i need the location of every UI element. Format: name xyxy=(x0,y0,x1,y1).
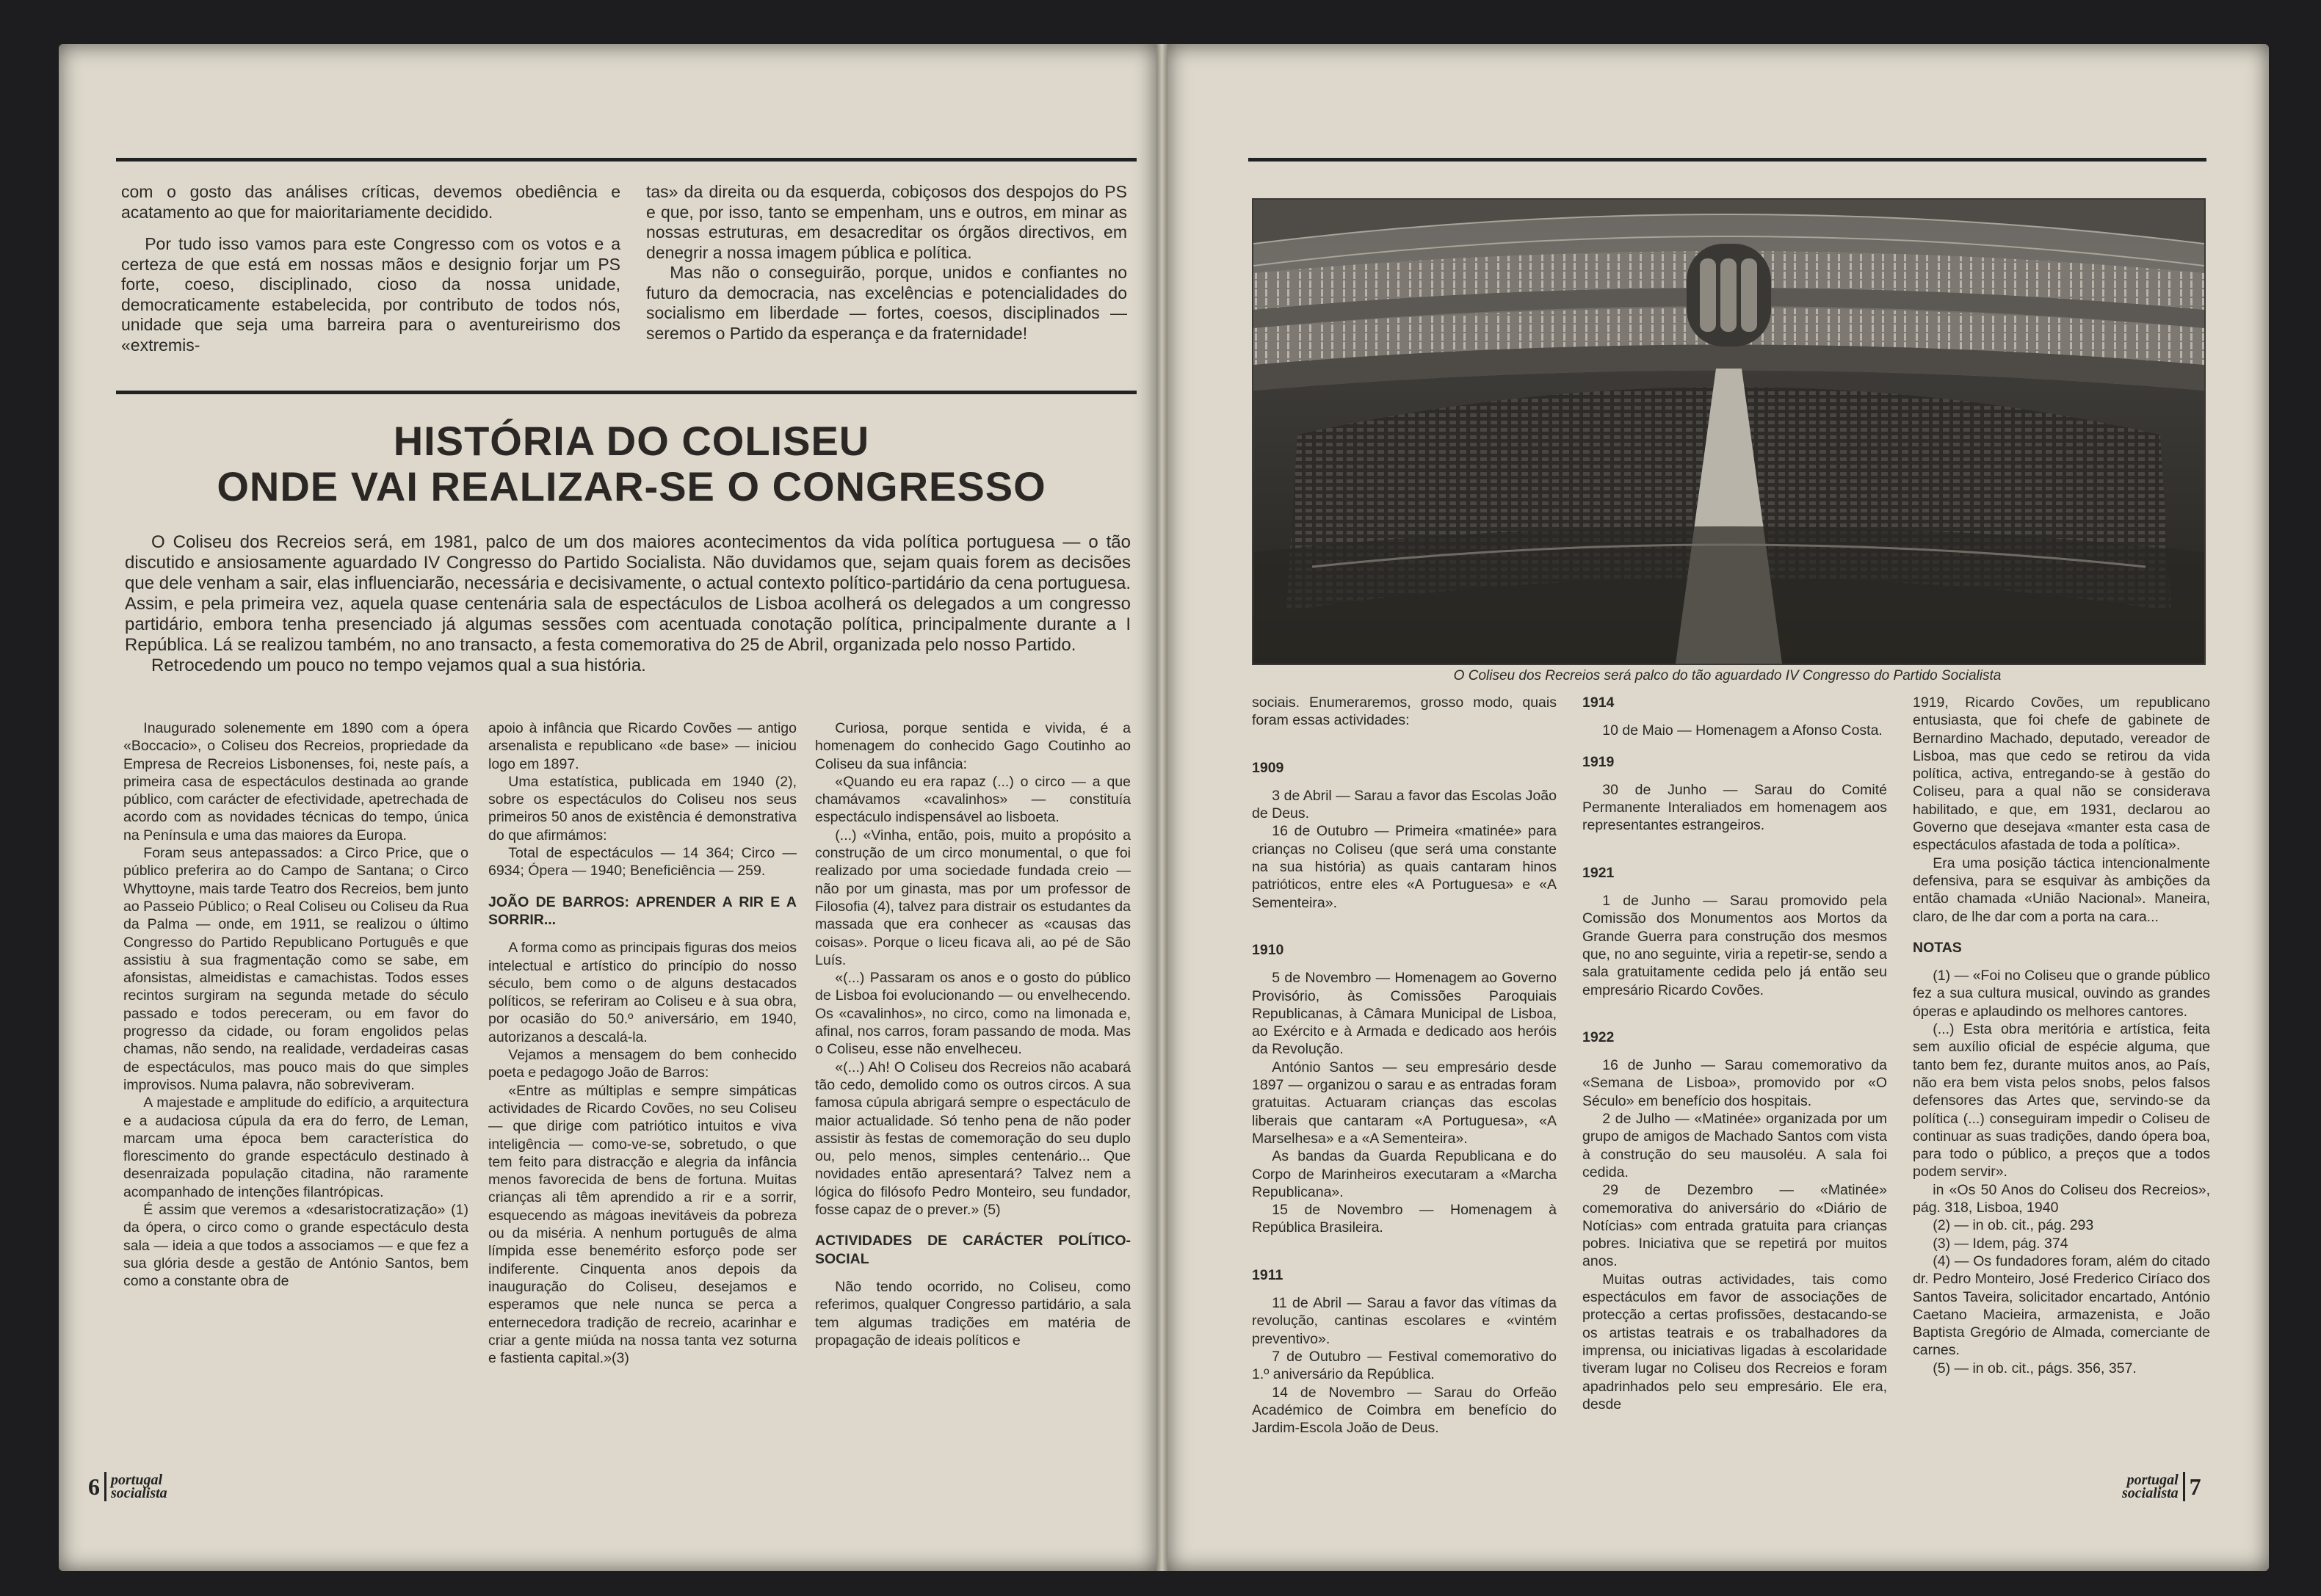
paragraph: É assim que veremos a «desaristocratização» (1) da ópera, o circo como o grande espectáculo desta sala — ideia a que todos a associamos — e que fez a sua glória desde a gestão de António Santos, bem como a constante obra de xyxy=(123,1202,468,1290)
note: (4) — Os fundadores foram, além do citado dr. Pedro Monteiro, José Frederico Ciríaco dos Santos Taveira, solicitador encartado, António Caetano Macieira, armazenista, e João Baptista Gregório de Almada, comerciante de carnes. xyxy=(1913,1252,2210,1359)
right-page xyxy=(1167,44,2269,1571)
events-column-1 xyxy=(1252,694,1557,1437)
paragraph: 3 de Abril — Sarau a favor das Escolas João de Deus. xyxy=(1252,787,1557,822)
paragraph: tas» da direita ou da esquerda, cobiçosos dos despojos do PS e que, por isso, tanto se empenham, uns e outros, em minar as nossas estruturas, em desacreditar os órgãos directivos, em denegrir a nossa imagem pública e política. xyxy=(646,182,1127,262)
title-line-2: ONDE VAI REALIZAR-SE O CONGRESSO xyxy=(217,463,1046,509)
masthead-line-1: portugal xyxy=(2126,1472,2179,1488)
masthead-line-2: socialista xyxy=(2122,1485,2179,1501)
paragraph: António Santos — seu empresário desde 1897 — organizou o sarau e as entradas foram gratuitas. Actuaram crianças das escolas liberais que cantaram «A Portuguesa», «A Marselhesa» e a «A Sementeira». xyxy=(1252,1059,1557,1147)
events-column-2 xyxy=(1582,694,1887,1413)
note: (...) Esta obra meritória e artística, feita sem auxílio oficial de espécie alguma, que tanto bem fez, durante muitos anos, ao País, não era bem vista pelos snobs, pelos falsos defensores das Artes que, servindo-se da política (...) conseguiram impedir o Coliseu de continuar as suas tradições, dando ópera boa, para todo o público, a preços que a todos podem servir». xyxy=(1913,1021,2210,1180)
paragraph: apoio à infância que Ricardo Covões — antigo arsenalista e republicano «de base» — iniciou logo em 1897. xyxy=(488,720,797,772)
paragraph: (...) «Vinha, então, pois, muito a propósito a construção de um circo monumental, o que foi realizado por uma sociedade fundada creio — não por um ginasta, mas por um professor de Filosofia (4), talvez para distrair os estudantes da massada que era conhecer as «causas das coisas». Porque o liceu ficava ali, ao pé de São Luís. xyxy=(815,827,1131,968)
note: (5) — in ob. cit., págs. 356, 357. xyxy=(1933,1360,2137,1376)
paragraph: Vejamos a mensagem do bem conhecido poeta e pedagogo João de Barros: xyxy=(488,1047,797,1081)
page-footer xyxy=(2122,1472,2201,1501)
year-heading: 1911 xyxy=(1252,1266,1283,1283)
year-heading: 1922 xyxy=(1582,1029,1615,1045)
masthead-logo xyxy=(111,1473,167,1500)
paragraph: Total de espectáculos — 14 364; Circo — 6934; Ópera — 1940; Beneficiência — 259. xyxy=(488,845,797,879)
masthead-line-1: portugal xyxy=(111,1472,163,1488)
paragraph: Muitas outras actividades, tais como espectáculos em favor de associações de protecção a certas profissões, destacando-se os artistas teatrais e os trabalhadores da imprensa, ou iniciativas ligadas à escolaridade tiveram lugar no Coliseu dos Recreios e foram apadrinhados pelo seu empresário. Ele era, desde xyxy=(1582,1271,1887,1412)
paragraph: As bandas da Guarda Republicana e do Corpo de Marinheiros executaram a «Marcha Republicana». xyxy=(1252,1148,1557,1200)
paragraph: Curiosa, porque sentida e vivida, é a homenagem do conhecido Gago Coutinho ao Coliseu da sua infância: xyxy=(815,720,1131,772)
paragraph: com o gosto das análises críticas, devemos obediência e acatamento ao que for maioritariamente decidido. xyxy=(121,182,620,222)
intro-column-2 xyxy=(646,182,1127,344)
events-column-3 xyxy=(1913,694,2210,1377)
paragraph: 30 de Junho — Sarau do Comité Permanente Interaliados em homenagem aos representantes estrangeiros. xyxy=(1582,781,1887,834)
masthead-logo xyxy=(2122,1473,2179,1500)
paragraph: 1919, Ricardo Covões, um republicano entusiasta, que foi chefe de gabinete de Bernardino Machado, deputado, vereador de Lisboa, mas que cedo se retirou da vida política, activa, entregando-se à gestão do Coliseu, para a qual não se considerava habilitado, e que, em 1931, declarou ao Governo que desejava «manter esta casa de espectáculos afastada de toda a política». xyxy=(1913,694,2210,854)
title-line-1: HISTÓRIA DO COLISEU xyxy=(393,418,870,464)
top-rule xyxy=(116,158,1137,162)
lead-paragraph: Retrocedendo um pouco no tempo vejamos qual a sua história. xyxy=(151,656,646,675)
section-rule xyxy=(116,391,1137,394)
article-column-1 xyxy=(123,719,468,1291)
footer-divider xyxy=(2183,1472,2185,1501)
year-heading: 1914 xyxy=(1582,694,1615,711)
year-heading: 1909 xyxy=(1252,759,1284,776)
paragraph: «Entre as múltiplas e sempre simpáticas actividades de Ricardo Covões, no seu Coliseu — que dirige com patriótico intuitos e viva inteligência — como-ve-se, sobretudo, o que tem feito para distracção e alegria da infância menos favorecida de bens de fortuna. Muitas crianças ali têm aprendido a rir e a sorrir, esquecendo as mágoas inevitáveis da pobreza ou da miséria. A nenhum português de alma límpida esse benemérito esforço pode ser indiferente. Cinquenta anos depois da inauguração do Coliseu, desejamos e esperamos que nele nunca se perca a enternecedora tradição de recreio, acarinhar e criar a gente miúda na nossa tanta vez soturna e fastienta capital.»(3) xyxy=(488,1082,797,1367)
lead-paragraph: O Coliseu dos Recreios será, em 1981, palco de um dos maiores acontecimentos da vida política portuguesa — o tão discutido e ansiosamente aguardado IV Congresso do Partido Socialista. Não duvidamos que, sejam quais forem as decisões que dele venham a sair, elas influenciarão, necessária e decisivamente, o actual contexto político-partidário da cena portuguesa. Assim, e pela primeira vez, aquela quase centenária sala de espectáculos de Lisboa acolherá os delegados a um congresso partidário, embora tenha presenciado já algumas sessões com acentuada conotação política, principalmente durante a I República. Lá se realizou também, no ano transacto, a festa comemorativa do 25 de Abril, organizada pelo nosso Partido. xyxy=(125,532,1131,655)
photo-illustration xyxy=(1253,200,2204,664)
masthead-line-2: socialista xyxy=(111,1485,167,1501)
intro-column-1 xyxy=(121,182,620,355)
page-number: 7 xyxy=(2189,1473,2201,1500)
paragraph: «(...) Ah! O Coliseu dos Recreios não acabará tão cedo, demolido como os outros circos. A sua famosa cúpula abrigará sempre o espectáculo de maior actualidade. Só tenho pena de não poder assistir às festas de comemoração do seu duplo ou, pelo menos, simples centenário... Que novidades então apresentará? Talvez nem a lógica do filósofo Pedro Monteiro, seu fundador, fosse capaz de o prever.» (5) xyxy=(815,1059,1131,1219)
paragraph: sociais. Enumeraremos, grosso modo, quais foram essas actividades: xyxy=(1252,694,1557,729)
coliseu-interior-photo xyxy=(1252,198,2206,665)
photo-caption: O Coliseu dos Recreios será palco do tão aguardado IV Congresso do Partido Socialista xyxy=(1453,668,2002,683)
paragraph: 7 de Outubro — Festival comemorativo do 1.º aniversário da República. xyxy=(1252,1348,1557,1383)
year-heading: 1921 xyxy=(1582,864,1615,881)
note: (1) — «Foi no Coliseu que o grande público fez a sua cultura musical, ouvindo as grandes óperas e aplaudindo os melhores cantores. xyxy=(1913,968,2210,1020)
paragraph: 1 de Junho — Sarau promovido pela Comissão dos Monumentos aos Mortos da Grande Guerra para construção dos mesmos que, no ano seguinte, viria a repetir-se, sendo a sala gratuitamente cedida pelo já então seu empresário Ricardo Covões. xyxy=(1582,893,1887,998)
article-column-3 xyxy=(815,719,1131,1349)
left-page xyxy=(59,44,1156,1571)
paragraph: Inaugurado solenemente em 1890 com a ópera «Boccacio», o Coliseu dos Recreios, propriedade da Empresa de Recreios Lisbonenses, foi, neste país, a primeira casa de espectáculos destinada ao grande público, com carácter de efectividade, apetrechada de acordo com as novidades técnicas do tempo, única na Península e uma das maiores da Europa. xyxy=(123,720,468,844)
page-number: 6 xyxy=(88,1473,100,1500)
paragraph: A forma como as principais figuras dos meios intelectual e artístico do princípio do nosso século, bem como o de alguns destacados políticos, se referiram ao Coliseu e à sua obra, por ocasião do 50.º aniversário, em 1940, autorizanos a descalá-la. xyxy=(488,940,797,1045)
paragraph: 29 de Dezembro — «Matinée» comemorativa do aniversário do «Diário de Notícias» com entrada gratuita para crianças pobres. Iniciativa que se repetirá por muitos anos. xyxy=(1582,1182,1887,1270)
paragraph: Mas não o conseguirão, porque, unidos e confiantes no futuro da democracia, nas excelências e potencialidades do socialismo em liberdade — fortes, coesos, disciplinados — seremos o Partido da esperança e da fraternidade! xyxy=(646,263,1127,343)
paragraph: 11 de Abril — Sarau a favor das vítimas da revolução, cantinas escolares e «vintém preventivo». xyxy=(1252,1295,1557,1347)
article-column-2 xyxy=(488,719,797,1367)
top-rule xyxy=(1248,158,2206,162)
paragraph: 15 de Novembro — Homenagem à República Brasileira. xyxy=(1252,1202,1557,1236)
paragraph: «(...) Passaram os anos e o gosto do público de Lisboa foi evolucionando — ou envelhecendo. Os «cavalinhos», no circo, como na limonada e, afinal, nos carros, foram passando de moda. Mas o Coliseu, esse não envelheceu. xyxy=(815,970,1131,1058)
year-heading: 1919 xyxy=(1582,753,1615,770)
note: (3) — Idem, pág. 374 xyxy=(1933,1235,2068,1252)
footer-divider xyxy=(104,1472,106,1501)
paragraph: 2 de Julho — «Matinée» organizada por um grupo de amigos de Machado Santos com vista à construção do seu mausoléu. A sala foi cedida. xyxy=(1582,1111,1887,1180)
paragraph: A majestade e amplitude do edifício, a arquitectura e a audaciosa cúpula da era do ferro, de Leman, marcam uma época bem característica do florescimento do grande espectáculo destinado à desenraizada população citadina, não raramente acompanhado de intenções filantrópicas. xyxy=(123,1095,468,1200)
paragraph: Não tendo ocorrido, no Coliseu, como referimos, qualquer Congresso partidário, a sala tem algumas tradições em matéria de propagação de ideais políticos e xyxy=(815,1278,1131,1349)
article-title xyxy=(147,418,1116,509)
subheading: ACTIVIDADES DE CARÁCTER POLÍTICO-SOCIAL xyxy=(815,1233,1131,1267)
paragraph: Por tudo isso vamos para este Congresso com os votos e a certeza de que está em nossas mãos e designio forjar um PS forte, coeso, disciplinado, cioso da nossa unidade, democraticamente estabelecida, por contributo de todos nós, unidade que seja uma barreira para o aventureirismo dos «extremis- xyxy=(121,234,620,355)
paragraph: Uma estatística, publicada em 1940 (2), sobre os espectáculos do Coliseu nos seus primeiros 50 anos de existência é demonstrativa do que afirmámos: xyxy=(488,773,797,844)
notes-heading: NOTAS xyxy=(1913,939,1962,956)
subheading: JOÃO DE BARROS: APRENDER A RIR E A SORRIR... xyxy=(488,893,797,928)
paragraph: «Quando eu era rapaz (...) o circo — a que chamávamos «cavalinhos» — constituía espectáculo indispensável ao lisboeta. xyxy=(815,773,1131,826)
page-footer xyxy=(88,1472,167,1501)
note: (2) — in ob. cit., pág. 293 xyxy=(1933,1217,2094,1234)
article-lead xyxy=(125,532,1131,676)
note: in «Os 50 Anos do Coliseu dos Recreios», pág. 318, Lisboa, 1940 xyxy=(1913,1181,2210,1216)
paragraph: Era uma posição táctica intencionalmente defensiva, para se esquivar às ambições da então chamada «União Nacional». Maneira, claro, de lhe dar com a porta na cara... xyxy=(1913,855,2210,925)
book-spine xyxy=(1156,44,1167,1571)
paragraph: 10 de Maio — Homenagem a Afonso Costa. xyxy=(1602,722,1883,739)
paragraph: 5 de Novembro — Homenagem ao Governo Provisório, às Comissões Paroquiais Republicanas, à Câmara Municipal de Lisboa, ao Exército e à Armada e dedicado aos heróis da Revolução. xyxy=(1252,970,1557,1058)
paragraph: 14 de Novembro — Sarau do Orfeão Académico de Coimbra em benefício do Jardim-Escola João de Deus. xyxy=(1252,1384,1557,1437)
paragraph: 16 de Junho — Sarau comemorativo da «Semana de Lisboa», promovido por «O Século» em benefício dos hospitais. xyxy=(1582,1057,1887,1109)
paragraph: Foram seus antepassados: a Circo Price, que o público preferira ao do Campo de Santana; o Circo Whyttoyne, mais tarde Teatro dos Recreios, bem junto ao Passeio Público; o Real Coliseu ou Coliseu da Rua da Palma — onde, em 1911, se realizou o último Congresso do Partido Republicano Português e que assistiu à sua fragmentação como se sabe, em afonsistas, almeidistas e camachistas. Todos esses recintos surgiram na segunda metade do século passado e todos pereceram, ou em favor do progresso da cidade, ou foram engolidos pelas chamas, não sendo, na realidade, verdadeiras casas de espectáculos, mas pouco mais do que simples improvisos. Numa palavra, não sobreviveram. xyxy=(123,845,468,1093)
year-heading: 1910 xyxy=(1252,941,1284,958)
paragraph: 16 de Outubro — Primeira «matinée» para crianças no Coliseu (que será uma constante na sua história) as quais cantaram hinos patrióticos, entre eles «A Portuguesa» e «A Sementeira». xyxy=(1252,823,1557,911)
